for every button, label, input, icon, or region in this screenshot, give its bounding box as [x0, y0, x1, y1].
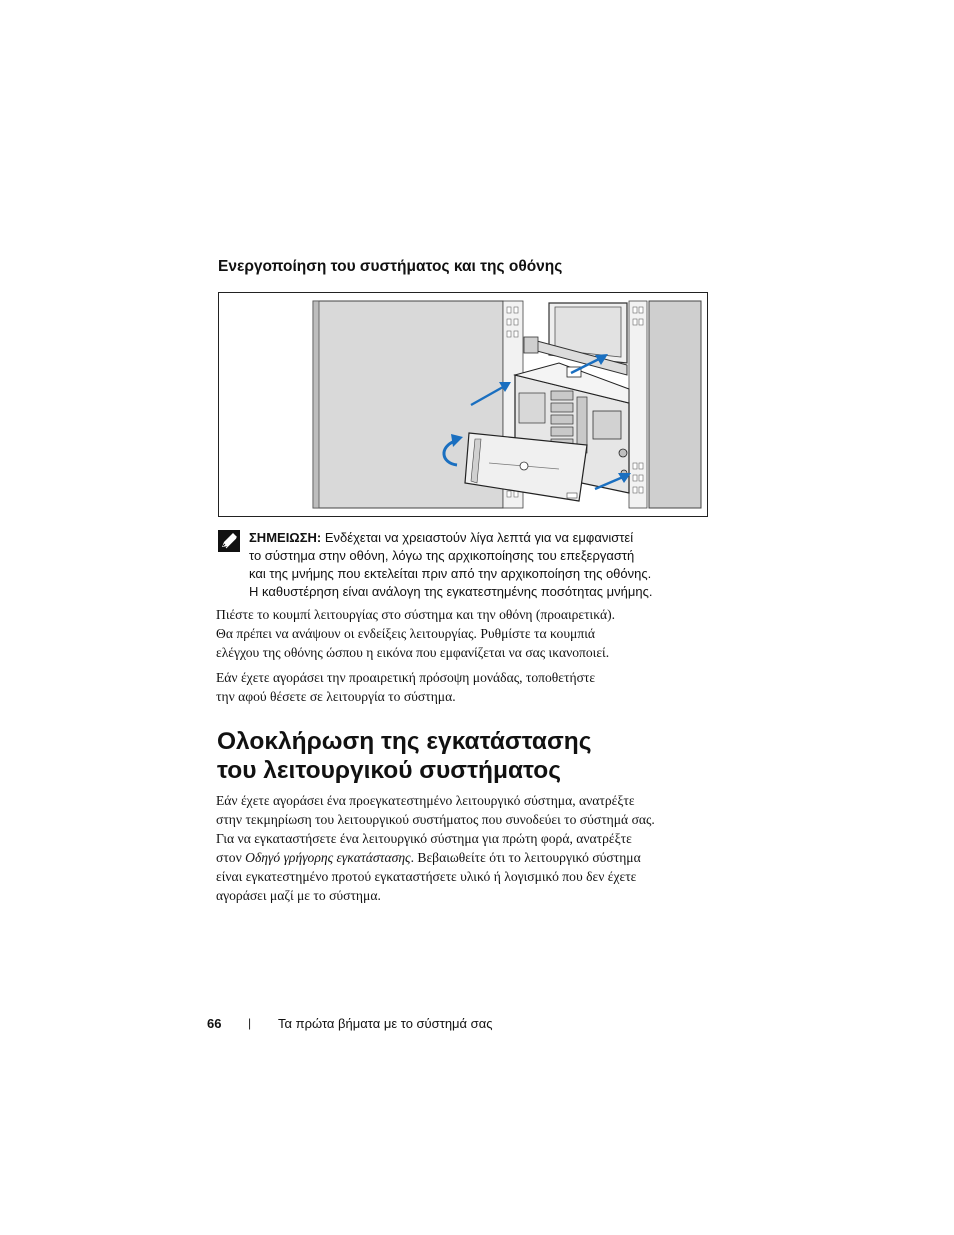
paragraph-line: ελέγχου της οθόνης ώσπου η εικόνα που εμφανίζεται να σας ικανοποιεί. — [216, 645, 610, 660]
note-label: ΣΗΜΕΙΩΣΗ: — [249, 530, 322, 545]
line-suffix: . Βεβαιωθείτε ότι το λειτουργικό σύστημα — [410, 850, 641, 865]
server-rack-illustration — [219, 293, 707, 516]
paragraph-line: Εάν έχετε αγοράσει την προαιρετική πρόσοψη μονάδας, τοποθετήστε — [216, 670, 596, 685]
heading-line: του λειτουργικού συστήματος — [217, 757, 561, 784]
footer-separator: | — [248, 1016, 252, 1030]
paragraph-line: είναι εγκατεστημένο προτού εγκαταστήσετε υλικό ή λογισμικό που δεν έχετε — [216, 869, 637, 884]
os-install-paragraph — [216, 791, 655, 905]
paragraph-line — [216, 848, 655, 867]
paragraph-line: Πιέστε το κουμπί λειτουργίας στο σύστημα και την οθόνη (προαιρετικά). — [216, 607, 615, 622]
note-text-line: Ενδέχεται να χρειαστούν λίγα λεπτά για να εμφανιστεί — [324, 530, 634, 545]
note-text-line: Η καθυστέρηση είναι ανάλογη της εγκατεστημένης ποσότητας μνήμης. — [249, 584, 653, 599]
note-pencil-icon — [218, 530, 240, 552]
paragraph-line: Για να εγκαταστήσετε ένα λειτουργικό σύστημα για πρώτη φορά, ανατρέξτε — [216, 831, 632, 846]
paragraph-line: αγοράσει μαζί με το σύστημα. — [216, 888, 381, 903]
note-text-line: το σύστημα στην οθόνη, λόγω της αρχικοποίησης του επεξεργαστή — [249, 548, 635, 563]
paragraph-line: Εάν έχετε αγοράσει ένα προεγκατεστημένο λειτουργικό σύστημα, ανατρέξτε — [216, 793, 635, 808]
section-heading — [217, 727, 591, 785]
bezel-paragraph — [216, 668, 595, 706]
heading-line: Ολοκλήρωση της εγκατάστασης — [217, 728, 592, 755]
rack-rail-right — [629, 301, 647, 508]
note-block — [249, 529, 709, 601]
note-text-line: και της μνήμης που εκτελείται πριν από την αρχικοποίηση της οθόνης. — [249, 566, 652, 581]
power-on-figure — [218, 292, 708, 517]
page-number: 66 — [207, 1016, 222, 1031]
section-subheading: Ενεργοποίηση του συστήματος και της οθόνης — [218, 258, 563, 275]
paragraph-line: Θα πρέπει να ανάψουν οι ενδείξεις λειτουργίας. Ρυθμίστε τα κουμπιά — [216, 626, 595, 641]
monitor-illustration — [524, 303, 627, 375]
quick-start-guide-reference: Οδηγό γρήγορης εγκατάστασης — [245, 850, 411, 865]
paragraph-line: στην τεκμηρίωση του λειτουργικού συστήματος που συνοδεύει το σύστημά σας. — [216, 812, 655, 827]
footer-title: Τα πρώτα βήματα με το σύστημά σας — [278, 1016, 493, 1031]
paragraph-line: την αφού θέσετε σε λειτουργία το σύστημα. — [216, 689, 456, 704]
line-prefix: στον — [216, 850, 246, 865]
power-on-paragraph — [216, 605, 615, 662]
